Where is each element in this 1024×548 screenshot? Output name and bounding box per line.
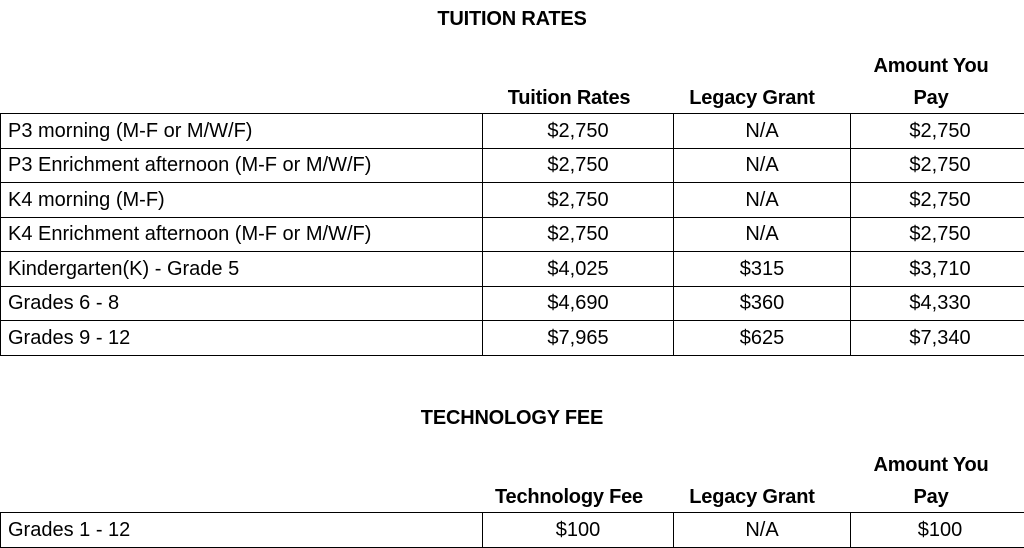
amount-you-pay-cell: $2,750: [851, 114, 1024, 149]
technology-fee-section-title: TECHNOLOGY FEE: [420, 407, 604, 429]
amount-you-pay-cell: $2,750: [851, 148, 1024, 183]
program-cell: Grades 9 - 12: [1, 321, 483, 356]
table-row: [1, 114, 1024, 149]
amount-you-pay-cell: $100: [851, 513, 1024, 548]
tuition-rate-cell: $2,750: [483, 217, 674, 252]
table-row: [1, 513, 1024, 548]
program-cell: K4 Enrichment afternoon (M-F or M/W/F): [1, 217, 483, 252]
amount-you-pay-cell: $2,750: [851, 183, 1024, 218]
legacy-grant-column-header: Legacy Grant: [689, 486, 815, 508]
legacy-grant-cell: N/A: [674, 114, 851, 149]
program-cell: K4 morning (M-F): [1, 183, 483, 218]
amount-you-pay-header-line1: Amount You: [873, 454, 989, 476]
tuition-rates-column-header: Tuition Rates: [507, 87, 631, 109]
legacy-grant-cell: N/A: [674, 148, 851, 183]
legacy-grant-column-header: Legacy Grant: [689, 87, 815, 109]
program-cell: P3 morning (M-F or M/W/F): [1, 114, 483, 149]
legacy-grant-cell: $360: [674, 286, 851, 321]
amount-you-pay-header-line2: Pay: [913, 87, 949, 109]
table-row: [1, 148, 1024, 183]
tuition-rate-cell: $2,750: [483, 183, 674, 218]
technology-fee-column-header: Technology Fee: [495, 486, 643, 508]
table-row: [1, 217, 1024, 252]
amount-you-pay-cell: $4,330: [851, 286, 1024, 321]
technology-fee-cell: $100: [483, 513, 674, 548]
table-row: [1, 252, 1024, 287]
legacy-grant-cell: N/A: [674, 217, 851, 252]
tuition-rate-cell: $7,965: [483, 321, 674, 356]
amount-you-pay-header-line1: Amount You: [873, 55, 989, 77]
tuition-section-title: TUITION RATES: [437, 8, 587, 30]
table-row: [1, 286, 1024, 321]
legacy-grant-cell: N/A: [674, 513, 851, 548]
program-cell: Grades 6 - 8: [1, 286, 483, 321]
amount-you-pay-cell: $3,710: [851, 252, 1024, 287]
amount-you-pay-header-line2: Pay: [913, 486, 949, 508]
program-cell: Kindergarten(K) - Grade 5: [1, 252, 483, 287]
legacy-grant-cell: N/A: [674, 183, 851, 218]
program-cell: P3 Enrichment afternoon (M-F or M/W/F): [1, 148, 483, 183]
legacy-grant-cell: $315: [674, 252, 851, 287]
legacy-grant-cell: $625: [674, 321, 851, 356]
tuition-rate-cell: $2,750: [483, 114, 674, 149]
amount-you-pay-cell: $7,340: [851, 321, 1024, 356]
tuition-rate-cell: $2,750: [483, 148, 674, 183]
tuition-rate-cell: $4,690: [483, 286, 674, 321]
tuition-rate-cell: $4,025: [483, 252, 674, 287]
program-cell: Grades 1 - 12: [1, 513, 483, 548]
table-row: [1, 321, 1024, 356]
tuition-rates-table: [0, 113, 1024, 356]
amount-you-pay-cell: $2,750: [851, 217, 1024, 252]
technology-fee-table: [0, 512, 1024, 548]
table-row: [1, 183, 1024, 218]
